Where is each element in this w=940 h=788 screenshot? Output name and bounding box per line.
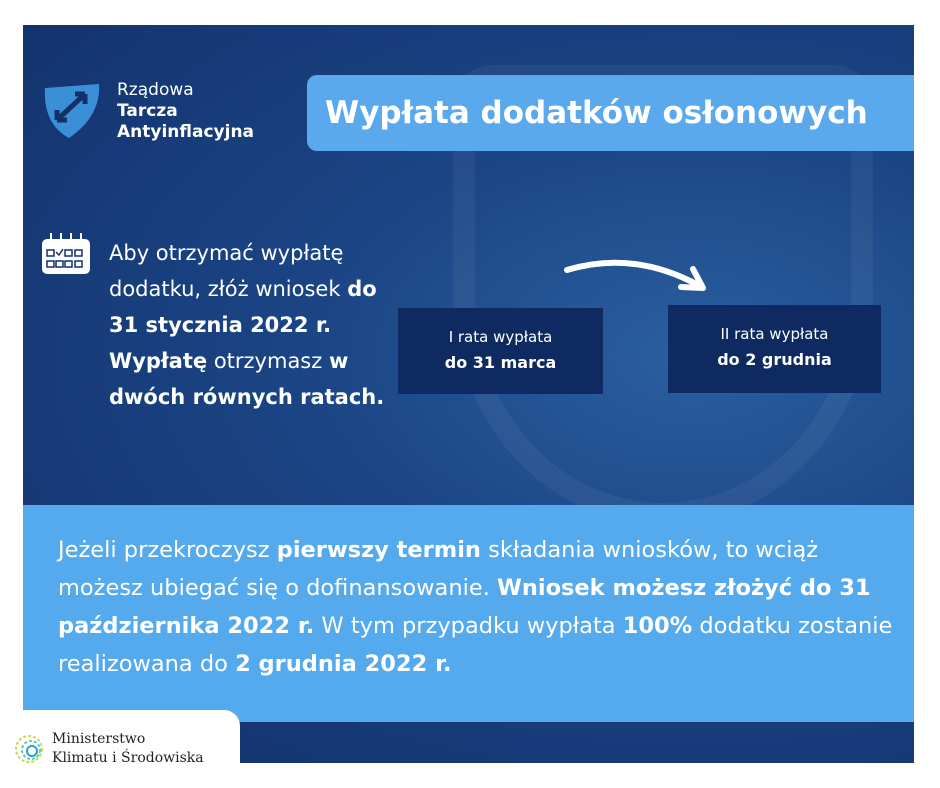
ministry-swirl-icon xyxy=(14,733,44,765)
tarcza-logo xyxy=(41,80,254,143)
infographic-card xyxy=(23,25,914,763)
rate-box-2: II rata wypłata do 2 grudnia xyxy=(668,305,881,393)
intro-text: Aby otrzymać wypłatę dodatku, złóż wniosek do 31 stycznia 2022 r. Wypłatę otrzymasz w dwóch równych ratach. xyxy=(109,241,385,409)
logo-line-1: Rządowa xyxy=(117,80,194,100)
info-band: Jeżeli przekroczysz pierwszy termin składania wniosków, to wciąż możesz ubiegać się o dofinansowanie. Wniosek możesz złożyć do 31 października 2022 r. W tym przypadku wypłata 100% dodatku zostanie realizowana do 2 grudnia 2022 r. xyxy=(23,505,914,722)
shield-arrow-icon xyxy=(41,80,103,142)
ministry-line-1: Ministerstwo xyxy=(52,731,146,747)
rate-box-1: I rata wypłata do 31 marca xyxy=(398,308,603,394)
calendar-icon xyxy=(41,233,91,275)
logo-line-2: Tarcza xyxy=(117,101,178,121)
logo-line-3: Antyinflacyjna xyxy=(117,122,255,142)
ministry-logo xyxy=(0,710,240,788)
page-title: Wypłata dodatków osłonowych xyxy=(307,75,914,151)
ministry-line-2: Klimatu i Środowiska xyxy=(52,750,204,766)
